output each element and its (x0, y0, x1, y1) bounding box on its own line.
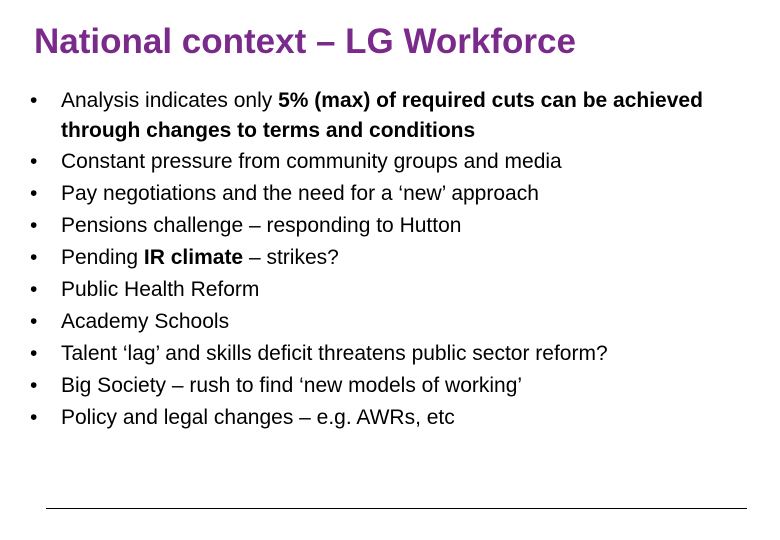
bullet-text: Constant pressure from community groups and media (61, 150, 562, 173)
bullet-point: • (30, 182, 38, 205)
bullet-item-public-health (30, 274, 730, 306)
bullet-point: • (30, 374, 38, 397)
bullet-item-ir-climate (30, 242, 730, 274)
bullet-text: Talent ‘lag’ and skills deficit threatens public sector reform? (61, 342, 608, 365)
bullet-item-analysis (30, 86, 730, 146)
bullet-text-emphasis: IR climate (143, 246, 244, 269)
bullet-point: • (30, 246, 38, 269)
bullet-point: • (30, 214, 38, 237)
bullet-item-big-society (30, 370, 730, 402)
bullet-item-pay (30, 178, 730, 210)
bullet-text: Pending (61, 246, 144, 269)
bullet-point: • (30, 310, 38, 333)
bullet-item-academy (30, 306, 730, 338)
bullet-text: Policy and legal changes – e.g. AWRs, etc (61, 406, 455, 429)
bullet-item-talent (30, 338, 730, 370)
bullet-point: • (30, 342, 38, 365)
bullet-text-emphasis: 5% (max) of required cuts can be achieved through changes to terms and conditions (61, 89, 703, 142)
bullet-item-policy (30, 402, 730, 434)
bullet-text: Pay negotiations and the need for a ‘new’ approach (61, 182, 539, 205)
bullet-list (30, 86, 730, 434)
bullet-text: Analysis indicates only (61, 89, 279, 112)
bullet-item-pensions (30, 210, 730, 242)
bullet-text: Big Society – rush to find ‘new models of working’ (61, 374, 523, 397)
bullet-text: Pensions challenge – responding to Hutton (61, 214, 462, 237)
bullet-point: • (30, 89, 38, 112)
bullet-point: • (30, 150, 38, 173)
slide-title: National context – LG Workforce (34, 22, 576, 61)
bullet-text: – strikes? (243, 246, 339, 269)
bullet-text: Academy Schools (61, 310, 230, 333)
bullet-item-pressure (30, 146, 730, 178)
bullet-point: • (30, 278, 38, 301)
footer-divider (46, 508, 747, 509)
bullet-text: Public Health Reform (61, 278, 260, 301)
bullet-point: • (30, 406, 38, 429)
